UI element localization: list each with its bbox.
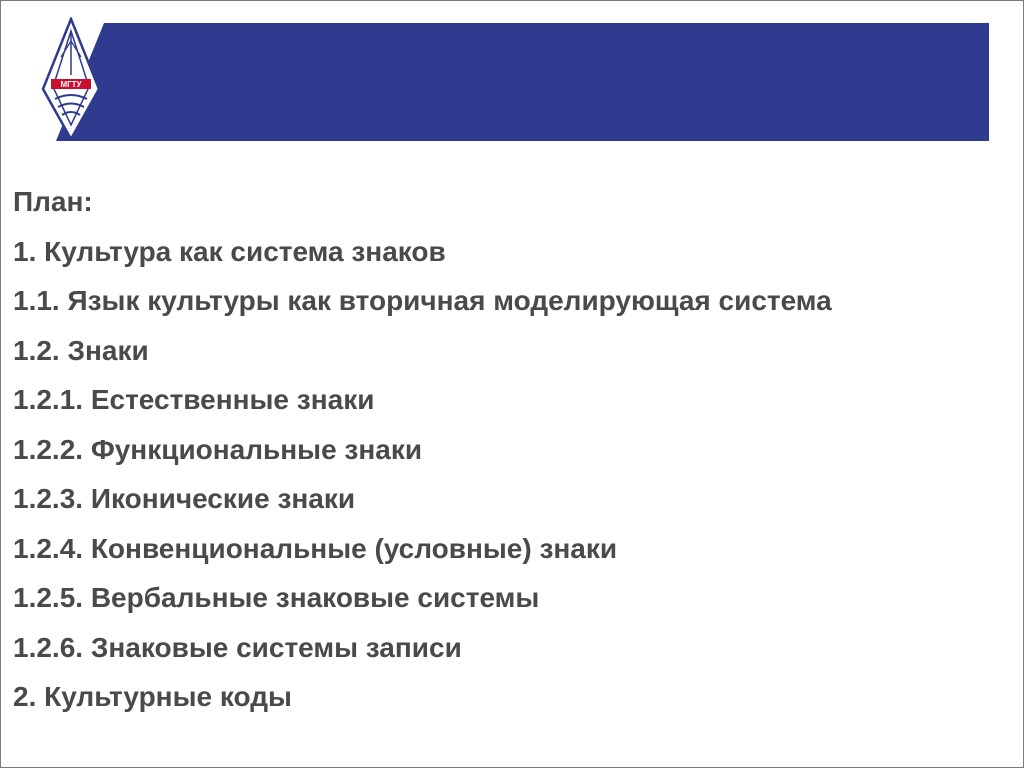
university-emblem-icon	[41, 17, 101, 141]
plan-item: 1.2. Знаки	[13, 334, 149, 366]
plan-item: 1.2.1. Естественные знаки	[13, 384, 375, 415]
plan-item: 1.2.3. Иконические знаки	[13, 483, 356, 514]
plan-heading: План:	[13, 186, 93, 217]
plan-list	[13, 177, 1013, 722]
plan-item: 1. Культура как система знаков	[13, 235, 446, 267]
plan-item: 1.2.6. Знаковые системы записи	[13, 631, 462, 663]
plan-item: 1.2.5. Вербальные знаковые системы	[13, 582, 540, 613]
header-banner	[56, 23, 989, 141]
plan-item: 1.2.4. Конвенциональные (условные) знаки	[13, 532, 618, 564]
plan-item: 1.2.2. Функциональные знаки	[13, 433, 423, 465]
logo-text: МГТУ	[60, 80, 82, 89]
plan-item: 1.1. Язык культуры как вторичная моделирующая система	[13, 285, 832, 316]
plan-item: 2. Культурные коды	[13, 681, 292, 712]
